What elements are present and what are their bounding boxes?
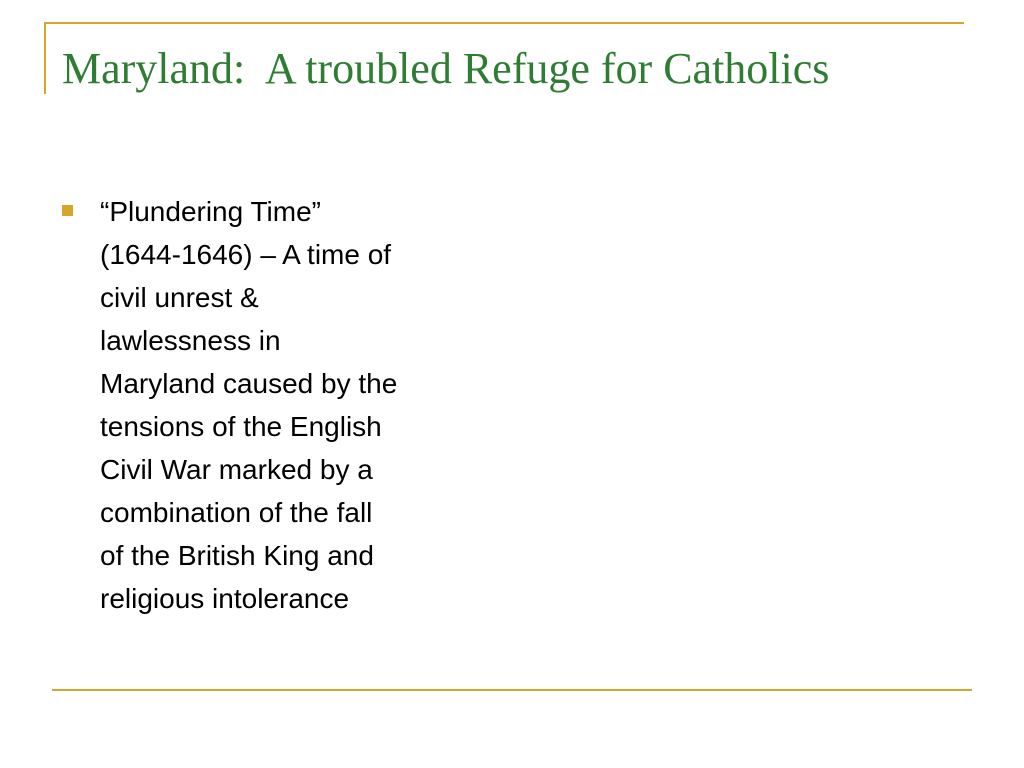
bullet-line: combination of the fall (100, 497, 373, 528)
bullet-line: tensions of the English (100, 411, 382, 442)
top-border-line (44, 22, 964, 24)
bullet-line: religious intolerance (100, 583, 350, 614)
bullet-line: of the British King and (100, 540, 374, 571)
bullet-line: Civil War marked by a (100, 454, 373, 485)
bottom-border-line (52, 689, 972, 691)
square-bullet-icon (62, 205, 73, 216)
bullet-line: “Plundering Time” (100, 196, 321, 227)
slide-title: Maryland: A troubled Refuge for Catholics (62, 44, 830, 93)
bullet-line: (1644-1646) – A time of (100, 239, 392, 270)
left-border-line (44, 22, 46, 94)
bullet-text (100, 190, 500, 620)
slide-content (62, 190, 522, 620)
bullet-line: lawlessness in (100, 325, 281, 356)
bullet-item (62, 190, 522, 620)
bullet-line: civil unrest & (100, 282, 259, 313)
bullet-line: Maryland caused by the (100, 368, 398, 399)
